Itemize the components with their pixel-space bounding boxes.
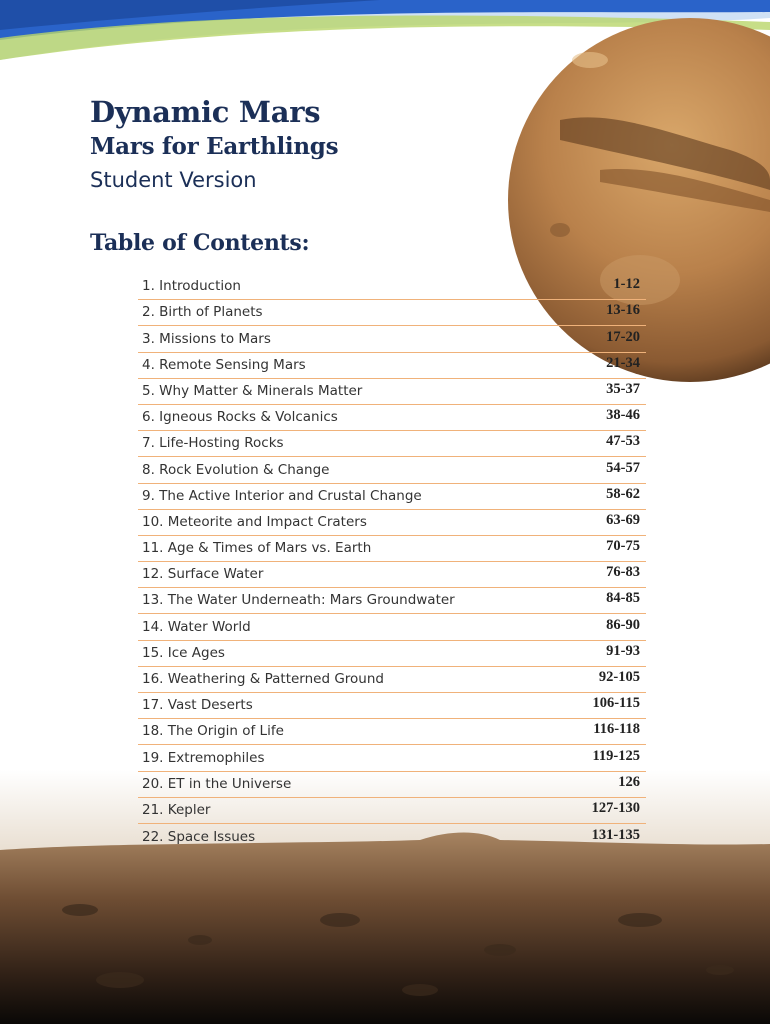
toc-entry-pages: 38-46: [606, 407, 640, 424]
toc-entry-label: 10. Meteorite and Impact Craters: [142, 513, 367, 530]
toc-row[interactable]: [138, 484, 646, 510]
toc-row[interactable]: [138, 405, 646, 431]
toc-entry-pages: 86-90: [606, 616, 640, 633]
toc-row[interactable]: [138, 274, 646, 300]
toc-entry-label: 3. Missions to Mars: [142, 330, 271, 347]
toc-entry-label: 8. Rock Evolution & Change: [142, 461, 330, 478]
toc-entry-label: 15. Ice Ages: [142, 644, 225, 661]
toc-entry-pages: 76-83: [606, 564, 640, 581]
document-title: Dynamic Mars: [90, 95, 321, 129]
toc-row[interactable]: [138, 641, 646, 667]
toc-entry-pages: 116-118: [593, 721, 640, 738]
toc-entry-pages: 92-105: [598, 669, 640, 685]
toc-entry-label: 1. Introduction: [142, 278, 241, 295]
toc-entry-pages: 106-115: [592, 695, 640, 712]
toc-entry-label: 21. Kepler: [142, 801, 211, 818]
toc-entry-label: 14. Water World: [142, 618, 251, 635]
toc-row[interactable]: [138, 745, 646, 771]
toc-entry-label: 9. The Active Interior and Crustal Change: [142, 487, 422, 504]
toc-entry-pages: 127-130: [591, 799, 640, 816]
toc-entry-label: 5. Why Matter & Minerals Matter: [142, 382, 363, 399]
toc-entry-label: 11. Age & Times of Mars vs. Earth: [142, 540, 372, 557]
toc-entry-pages: 13-16: [606, 302, 640, 319]
toc-entry-pages: 70-75: [606, 538, 640, 555]
document-subtitle: Mars for Earthlings: [90, 133, 339, 160]
toc-entry-pages: 63-69: [606, 511, 640, 528]
toc-entry-pages: 47-53: [606, 433, 640, 450]
toc-entry-label: 2. Birth of Planets: [142, 304, 263, 321]
toc-row[interactable]: [138, 300, 646, 326]
toc-row[interactable]: [138, 614, 646, 640]
toc-entry-label: 7. Life-Hosting Rocks: [142, 435, 284, 452]
toc-entry-pages: 91-93: [606, 642, 640, 659]
toc-entry-label: 18. The Origin of Life: [142, 723, 284, 740]
toc-row[interactable]: [138, 772, 646, 798]
toc-entry-label: 4. Remote Sensing Mars: [142, 356, 306, 373]
table-of-contents: [138, 274, 646, 850]
toc-entry-pages: 35-37: [606, 380, 640, 397]
toc-entry-pages: 1-12: [613, 276, 640, 293]
toc-row[interactable]: [138, 510, 646, 536]
toc-row[interactable]: [138, 719, 646, 745]
toc-row[interactable]: [138, 667, 646, 693]
toc-row[interactable]: [138, 536, 646, 562]
title-block: [90, 94, 338, 194]
toc-heading: Table of Contents:: [90, 230, 310, 256]
toc-row[interactable]: [138, 588, 646, 614]
toc-entry-label: 12. Surface Water: [142, 566, 264, 583]
toc-entry-pages: 84-85: [606, 590, 640, 607]
toc-row[interactable]: [138, 353, 646, 379]
toc-entry-pages: 119-125: [592, 747, 640, 764]
toc-row[interactable]: [138, 798, 646, 824]
document-version: Student Version: [90, 168, 257, 192]
toc-entry-pages: 58-62: [606, 485, 640, 502]
toc-entry-pages: 126: [618, 773, 640, 790]
toc-entry-pages: 131-135: [591, 827, 640, 844]
toc-entry-label: 13. The Water Underneath: Mars Groundwater: [142, 592, 455, 609]
toc-row[interactable]: [138, 379, 646, 405]
toc-entry-pages: 54-57: [606, 459, 640, 476]
toc-entry-label: 22. Space Issues: [142, 829, 256, 846]
toc-entry-label: 16. Weathering & Patterned Ground: [142, 671, 384, 687]
toc-row[interactable]: [138, 326, 646, 352]
toc-entry-pages: 17-20: [606, 328, 640, 345]
toc-row[interactable]: [138, 562, 646, 588]
toc-entry-label: 19. Extremophiles: [142, 749, 265, 766]
toc-entry-label: 17. Vast Deserts: [142, 697, 253, 714]
toc-row[interactable]: [138, 431, 646, 457]
toc-entry-label: 6. Igneous Rocks & Volcanics: [142, 409, 338, 426]
toc-row[interactable]: [138, 457, 646, 483]
toc-entry-pages: 21-34: [606, 354, 640, 371]
toc-row[interactable]: [138, 693, 646, 719]
toc-row[interactable]: [138, 824, 646, 850]
toc-entry-label: 20. ET in the Universe: [142, 775, 292, 792]
